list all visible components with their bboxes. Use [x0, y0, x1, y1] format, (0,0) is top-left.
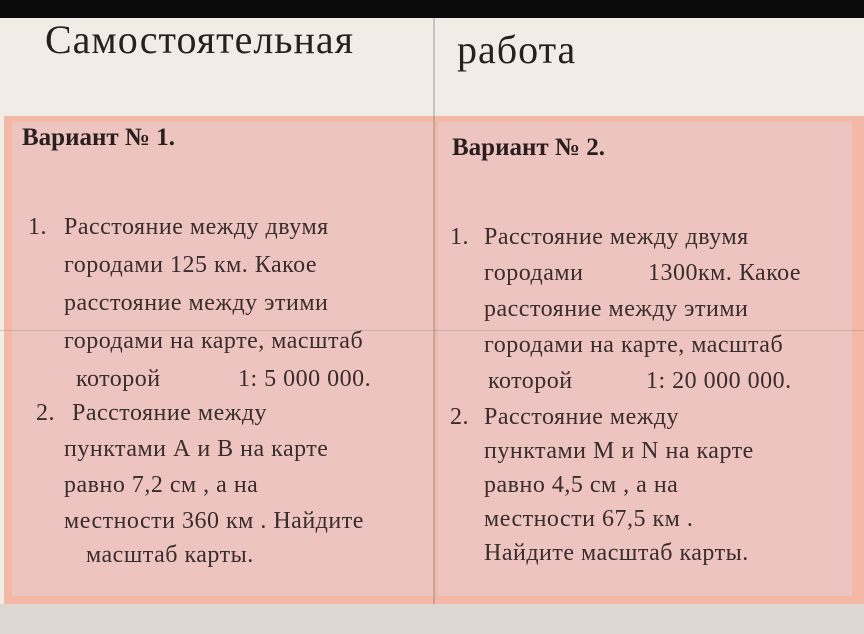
v2-task2-line-2: пунктами M и N на карте: [484, 438, 754, 464]
v1-task2-line-5: масштаб карты.: [86, 542, 254, 568]
v2-task2-line-3: равно 4,5 см , а на: [484, 472, 679, 498]
v2-task2-line-4: местности 67,5 км .: [484, 506, 694, 532]
v1-task2-line-3: равно 7,2 см , а на: [64, 472, 259, 498]
v1-task1-line-3: расстояние между этими: [64, 290, 329, 316]
v2-task1-line-3: расстояние между этими: [484, 296, 749, 322]
v1-task1-number: 1.: [28, 214, 47, 240]
title-word-2: работа: [457, 27, 577, 72]
v2-task2-line-5: Найдите масштаб карты.: [484, 540, 749, 566]
variant-1-heading: Вариант № 1.: [22, 124, 176, 151]
v1-task1-line-4: городами на карте, масштаб: [64, 328, 364, 354]
v2-task2-number: 2.: [450, 404, 469, 430]
variant-2-heading: Вариант № 2.: [452, 134, 606, 161]
v2-task2-line-1: Расстояние между: [484, 404, 680, 430]
v1-task1-scale: 1: 5 000 000.: [238, 366, 372, 392]
title-word-1: Самостоятельная: [45, 17, 355, 62]
v2-task1-line-5a: которой: [488, 368, 573, 394]
v2-task1-number: 1.: [450, 224, 469, 250]
v1-task2-line-1: Расстояние между: [72, 400, 268, 426]
v2-task1-line-1: Расстояние между двумя: [484, 224, 749, 250]
v2-task1-scale: 1: 20 000 000.: [646, 368, 792, 394]
page-title: [45, 16, 577, 72]
v2-task1-line-4: городами на карте, масштаб: [484, 332, 784, 358]
bottom-strip: [0, 604, 864, 634]
v1-task1-line-1: Расстояние между двумя: [64, 214, 329, 240]
v1-task1-line-2: городами 125 км. Какое: [64, 252, 318, 278]
v2-task1-line-2b: 1300км. Какое: [648, 260, 802, 286]
v2-task1-line-2a: городами: [484, 260, 584, 286]
v1-task1-line-5a: которой: [76, 366, 161, 392]
column-divider: [433, 18, 435, 634]
v1-task2-number: 2.: [36, 400, 55, 426]
v1-task2-line-2: пунктами А и В на карте: [64, 436, 329, 462]
v1-task2-line-4: местности 360 км . Найдите: [64, 508, 364, 534]
